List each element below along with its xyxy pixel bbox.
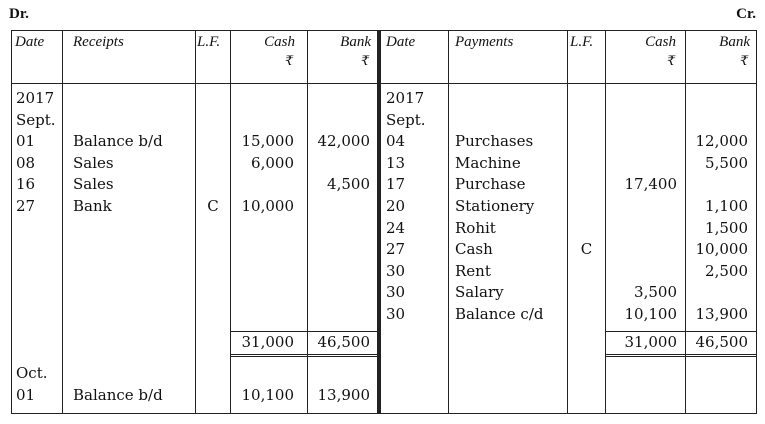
- payment-date: 24: [386, 218, 406, 237]
- receipt-particulars: Sales: [73, 175, 114, 194]
- receipt-bank: 4,500: [327, 175, 370, 194]
- rupee-icon: ₹: [361, 54, 370, 69]
- col-rule: [195, 30, 196, 414]
- payment-bank: 5,500: [705, 153, 748, 172]
- receipt-lf: C: [207, 197, 219, 215]
- receipt-particulars: Sales: [73, 153, 114, 172]
- header-date: Date: [386, 34, 416, 50]
- payment-date: 30: [386, 261, 406, 280]
- payment-date: 27: [386, 240, 406, 259]
- cash-book-table: [11, 30, 757, 414]
- center-divider: [377, 30, 381, 414]
- receipt-date: 01: [16, 132, 36, 151]
- header-rule: [11, 83, 757, 84]
- payment-bank: 1,100: [705, 197, 748, 215]
- receipt-cash: 15,000: [241, 132, 294, 151]
- carried-date: 01: [16, 385, 36, 404]
- header-cash: Cash: [645, 34, 676, 50]
- header-lf: L.F.: [197, 34, 221, 50]
- carried-cash: 10,100: [241, 385, 294, 404]
- payment-total-cash: 31,000: [624, 333, 677, 351]
- receipt-date: 08: [16, 153, 36, 172]
- payment-date: Sept.: [386, 110, 426, 129]
- receipt-particulars: Bank: [73, 197, 112, 215]
- receipt-cash: 10,000: [241, 197, 294, 215]
- col-rule: [448, 30, 449, 414]
- payment-cash: 17,400: [624, 175, 677, 194]
- payment-cash: 3,500: [634, 283, 677, 302]
- payment-particulars: Salary: [455, 283, 504, 302]
- col-rule: [567, 30, 568, 414]
- payment-bank: 2,500: [705, 261, 748, 280]
- receipt-particulars: Balance b/d: [73, 132, 163, 151]
- header-payments: Payments: [455, 34, 514, 50]
- receipt-bank: 42,000: [317, 132, 370, 151]
- rupee-icon: ₹: [285, 54, 294, 69]
- payment-particulars: Stationery: [455, 197, 535, 215]
- header-bank: Bank: [340, 34, 371, 50]
- carried-bank: 13,900: [317, 385, 370, 404]
- payment-date: 20: [386, 197, 406, 215]
- payment-particulars: Rohit: [455, 218, 496, 237]
- payment-particulars: Rent: [455, 261, 491, 280]
- payment-particulars: Balance c/d: [455, 305, 544, 323]
- payment-bank: 13,900: [695, 305, 748, 323]
- receipt-date: 16: [16, 175, 36, 194]
- payment-particulars: Purchases: [455, 132, 534, 151]
- rupee-icon: ₹: [667, 54, 676, 69]
- col-rule: [62, 30, 63, 414]
- rupee-icon: ₹: [740, 54, 749, 69]
- payment-date: 30: [386, 283, 406, 302]
- payment-date: 13: [386, 153, 406, 172]
- payment-bank: 12,000: [695, 132, 748, 151]
- receipt-date: Sept.: [16, 110, 56, 129]
- payment-date: 17: [386, 175, 406, 194]
- payment-date: 2017: [386, 89, 425, 107]
- payment-date: 30: [386, 305, 406, 323]
- payment-bank: 1,500: [705, 218, 748, 237]
- credit-marker: Cr.: [736, 6, 756, 22]
- payment-lf: C: [580, 240, 593, 259]
- carried-particulars: Balance b/d: [73, 385, 163, 404]
- total-double-rule: [605, 354, 757, 357]
- payment-date: 04: [386, 132, 406, 151]
- receipt-total-bank: 46,500: [317, 333, 370, 351]
- carried-date: Oct.: [16, 364, 48, 382]
- payment-cash: 10,100: [624, 305, 677, 323]
- payment-particulars: Machine: [455, 153, 521, 172]
- header-date: Date: [15, 34, 45, 50]
- debit-marker: Dr.: [9, 6, 29, 22]
- receipt-date: 27: [16, 197, 36, 215]
- payment-particulars: Cash: [455, 240, 493, 259]
- header-bank: Bank: [719, 34, 750, 50]
- total-double-rule: [230, 354, 377, 357]
- header-receipts: Receipts: [73, 34, 124, 50]
- payment-total-bank: 46,500: [695, 333, 748, 351]
- header-lf: L.F.: [570, 34, 594, 50]
- receipt-date: 2017: [16, 89, 55, 107]
- header-cash: Cash: [264, 34, 295, 50]
- receipt-total-cash: 31,000: [241, 333, 294, 351]
- receipt-cash: 6,000: [251, 153, 294, 172]
- payment-particulars: Purchase: [455, 175, 526, 194]
- payment-bank: 10,000: [695, 240, 748, 259]
